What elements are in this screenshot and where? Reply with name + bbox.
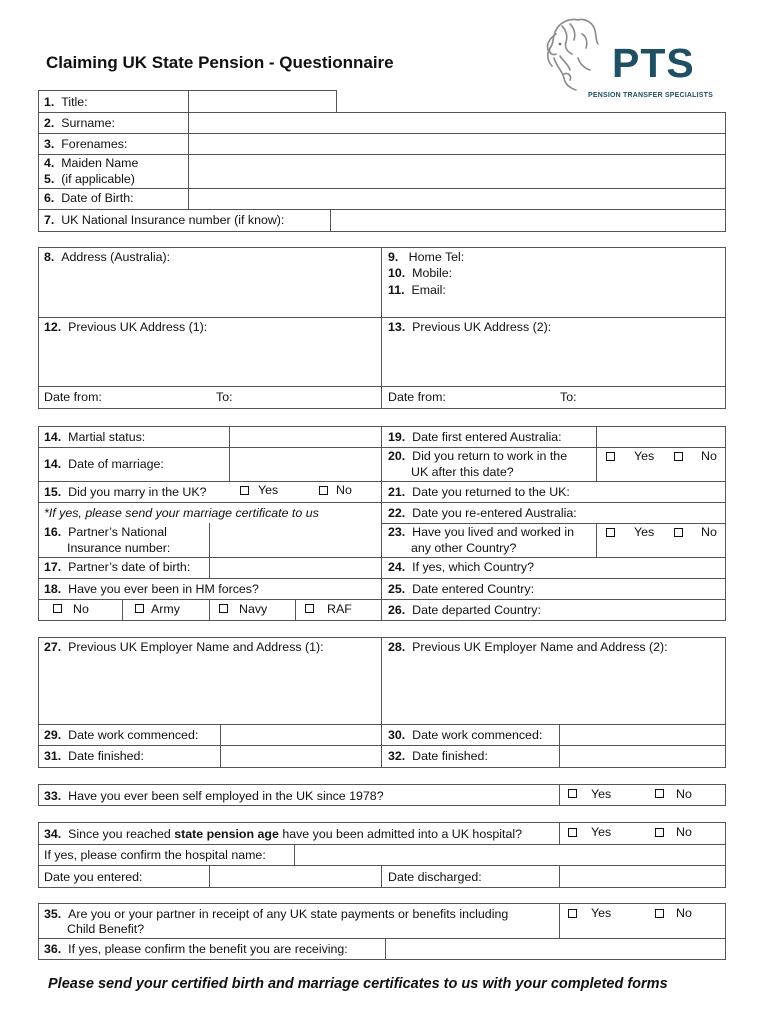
forces-raf-label: RAF [327,602,352,616]
q35-yes-label: Yes [591,906,612,920]
q16-label-line2: Insurance number: [67,541,171,555]
employer-2-input[interactable] [386,658,722,722]
other-country-input[interactable] [545,558,725,578]
maiden-name-input[interactable] [190,155,725,188]
q15-no-label: No [336,483,352,497]
ni-number-input[interactable] [332,210,725,231]
q11-label: 11. Email: [388,283,446,297]
q35-yes-checkbox[interactable] [568,909,577,918]
q32-label: 32. Date finished: [388,749,488,763]
forces-raf-checkbox[interactable] [305,604,314,613]
q15-yes-label: Yes [258,483,279,497]
date-entered-input[interactable] [211,866,380,887]
q4-label: 4. Maiden Name [44,156,139,170]
q34-yes-checkbox[interactable] [568,828,577,837]
date-departed-country-input[interactable] [552,600,725,620]
q35-no-checkbox[interactable] [655,909,664,918]
date-discharged-label: Date discharged: [388,870,482,884]
forenames-input[interactable] [190,134,725,154]
q10-label: 10. Mobile: [388,266,453,280]
partner-ni-input[interactable] [211,524,379,557]
logo-subtitle: PENSION TRANSFER SPECIALISTS [588,92,714,99]
q15-yes-checkbox[interactable] [240,486,249,495]
contact-input[interactable] [480,250,720,312]
date-entered-label: Date you entered: [44,870,143,884]
footer-instruction: Please send your certified birth and marriage certificates to us with your completed forms [48,976,668,992]
q23-no-label: No [701,525,717,539]
q22-label: 22. Date you re-entered Australia: [388,506,577,520]
date-returned-uk-input[interactable] [586,482,725,502]
employer-1-end-input[interactable] [222,746,380,767]
q16-label: 16. Partner’s National [44,525,167,539]
hospital-name-label: If yes, please confirm the hospital name: [44,848,266,862]
marital-status-input[interactable] [231,427,379,447]
prev-address-1-input[interactable] [42,338,378,384]
q3-label: 3. Forenames: [44,137,128,151]
q29-label: 29. Date work commenced: [44,728,199,742]
q12-label: 12. Previous UK Address (1): [44,320,208,334]
q9-label: 9. Home Tel: [388,250,465,264]
address2-date-from-label: Date from: [388,390,446,404]
q21-label: 21. Date you returned to the UK: [388,485,570,499]
date-entered-australia-input[interactable] [598,427,725,447]
q7-label: 7. UK National Insurance number (if know): [44,213,285,227]
forces-navy-checkbox[interactable] [219,604,228,613]
q20-no-label: No [701,449,717,463]
q8-label: 8. Address (Australia): [44,250,171,264]
q20-label: 20. Did you return to work in the [388,449,568,463]
address1-to-label: To: [216,390,233,404]
q20-yes-checkbox[interactable] [606,452,615,461]
q26-label: 26. Date departed Country: [388,603,541,617]
date-of-birth-input[interactable] [190,189,725,209]
employer-2-end-input[interactable] [561,746,725,767]
q23-no-checkbox[interactable] [674,528,683,537]
date-discharged-input[interactable] [561,866,725,887]
surname-input[interactable] [190,113,725,133]
q14b-label: 14. Date of marriage: [44,457,164,471]
pts-logo [540,14,720,104]
q20-no-checkbox[interactable] [674,452,683,461]
q25-label: 25. Date entered Country: [388,582,535,596]
prev-address-2-input[interactable] [386,338,722,384]
q34-label: 34. Since you reached state pension age have you been admitted into a UK hospital? [44,827,523,841]
employer-1-start-input[interactable] [222,725,380,745]
forces-navy-label: Navy [239,602,268,616]
forces-army-label: Army [151,602,180,616]
q14a-label: 14. Martial status: [44,430,146,444]
address-australia-input[interactable] [42,268,378,314]
q1-label: 1. Title: [44,95,88,109]
q18-label: 18. Have you ever been in HM forces? [44,582,259,596]
q33-no-label: No [676,787,692,801]
q20-yes-label: Yes [634,449,655,463]
benefit-details-input[interactable] [387,939,725,959]
q35-label: 35. Are you or your partner in receipt of any UK state payments or benefits including [44,907,509,921]
q13-label: 13. Previous UK Address (2): [388,320,552,334]
employer-1-input[interactable] [42,658,378,722]
q20-label-line2: UK after this date? [411,465,514,479]
q35-no-label: No [676,906,692,920]
q15-no-checkbox[interactable] [319,486,328,495]
q2-label: 2. Surname: [44,116,115,130]
q23-yes-checkbox[interactable] [606,528,615,537]
q17-label: 17. Partner’s date of birth: [44,560,191,574]
date-reentered-australia-input[interactable] [592,503,725,523]
q27-label: 27. Previous UK Employer Name and Address (1): [44,640,324,654]
q33-yes-checkbox[interactable] [568,789,577,798]
logo-text: PTS [612,40,695,86]
q34-no-checkbox[interactable] [655,828,664,837]
q5-label: 5. (if applicable) [44,172,135,186]
q35-label-line2: Child Benefit? [67,922,145,936]
page-title: Claiming UK State Pension - Questionnaire [46,53,394,72]
q30-label: 30. Date work commenced: [388,728,543,742]
forces-no-checkbox[interactable] [53,604,62,613]
q24-label: 24. If yes, which Country? [388,560,535,574]
q33-yes-label: Yes [591,787,612,801]
q33-label: 33. Have you ever been self employed in the UK since 1978? [44,789,384,803]
q6-label: 6. Date of Birth: [44,191,134,205]
address1-date-from-label: Date from: [44,390,102,404]
q31-label: 31. Date finished: [44,749,144,763]
q36-label: 36. If yes, please confirm the benefit you are receiving: [44,942,348,956]
employer-2-start-input[interactable] [561,725,725,745]
q23-yes-label: Yes [634,525,655,539]
q28-label: 28. Previous UK Employer Name and Address (2): [388,640,668,654]
address2-to-label: To: [560,390,577,404]
q19-label: 19. Date first entered Australia: [388,430,562,444]
date-of-marriage-input[interactable] [231,448,379,481]
forces-no-label: No [73,602,89,616]
date-entered-country-input[interactable] [545,579,725,599]
hospital-name-input[interactable] [296,845,725,865]
q33-no-checkbox[interactable] [655,789,664,798]
q23-label: 23. Have you lived and worked in [388,525,574,539]
forces-army-checkbox[interactable] [135,604,144,613]
partner-dob-input[interactable] [211,558,379,578]
title-input[interactable] [190,91,335,112]
q34-yes-label: Yes [591,825,612,839]
q34-no-label: No [676,825,692,839]
q15-label: 15. Did you marry in the UK? [44,485,207,499]
lion-icon [540,14,618,96]
q23-label-line2: any other Country? [411,541,517,555]
marriage-certificate-note: *If yes, please send your marriage certificate to us [44,506,319,520]
